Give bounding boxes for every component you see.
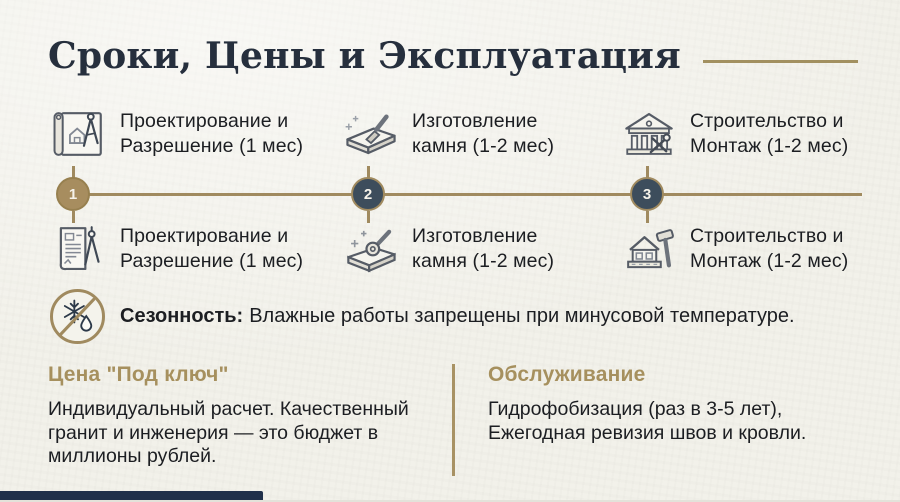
- step-number: 2: [363, 185, 373, 203]
- step-2-bottom-item: [342, 218, 554, 280]
- maintenance-section: [488, 363, 878, 445]
- step-number: 1: [68, 185, 78, 203]
- seasonality-text: Влажные работы запрещены при минусовой температуре.: [249, 305, 795, 327]
- step-label: [412, 224, 554, 274]
- stone-polishing-icon: [342, 220, 400, 278]
- step-label-line: Разрешение (1 мес): [120, 135, 304, 157]
- classical-building-tools-icon: [620, 105, 678, 163]
- no-frost-wet-works-icon: [50, 289, 105, 344]
- price-heading: Цена "Под ключ": [48, 363, 229, 386]
- step-1-top-item: [50, 103, 303, 165]
- page-title: Сроки, Цены и Эксплуатация: [48, 35, 681, 77]
- step-label-line: Монтаж (1-2 мес): [690, 135, 849, 157]
- step-number: 3: [642, 185, 652, 203]
- step-label-line: камня (1-2 мес): [412, 135, 555, 157]
- timeline-step-3-badge: [630, 177, 664, 211]
- bottom-bar: [0, 491, 263, 502]
- price-line: гранит и инженерия — это бюджет в: [48, 421, 379, 444]
- step-label-line: Разрешение (1 мес): [120, 250, 304, 272]
- stone-chisel-icon: [342, 105, 400, 163]
- step-label: [120, 224, 303, 274]
- price-line: Индивидуальный расчет. Качественный: [48, 398, 409, 420]
- step-label-line: Монтаж (1-2 мес): [690, 250, 849, 272]
- step-3-top-item: [620, 103, 848, 165]
- title-rule: [703, 60, 858, 63]
- step-3-bottom-item: [620, 218, 848, 280]
- timeline-step-1-badge: [56, 177, 90, 211]
- maintenance-body: [488, 398, 878, 445]
- step-2-top-item: [342, 103, 554, 165]
- seasonality-label: Сезонность:: [120, 305, 244, 327]
- house-hammer-icon: [620, 220, 678, 278]
- step-label-line: Изготовление: [412, 110, 538, 132]
- step-1-bottom-item: [50, 218, 303, 280]
- maintenance-line: Гидрофобизация (раз в 3-5 лет),: [488, 398, 783, 420]
- step-label-line: Строительство и: [690, 225, 844, 247]
- step-label-line: Проектирование и: [120, 225, 289, 247]
- document-compass-icon: [50, 220, 108, 278]
- step-label-line: камня (1-2 мес): [412, 250, 555, 272]
- step-label-line: Изготовление: [412, 225, 538, 247]
- price-body: [48, 398, 448, 469]
- step-label-line: Строительство и: [690, 110, 844, 132]
- step-label-line: Проектирование и: [120, 110, 289, 132]
- step-label: [412, 109, 554, 159]
- step-label: [120, 109, 303, 159]
- maintenance-line: Ежегодная ревизия швов и кровли.: [488, 421, 807, 444]
- step-label: [690, 109, 848, 159]
- column-divider: [452, 364, 455, 476]
- seasonality-note: [120, 305, 795, 328]
- timeline-line: [73, 193, 862, 196]
- price-line: миллионы рублей.: [48, 445, 217, 467]
- timeline-step-2-badge: [351, 177, 385, 211]
- price-section: [48, 363, 448, 469]
- maintenance-heading: Обслуживание: [488, 363, 646, 386]
- step-label: [690, 224, 848, 274]
- scroll-blueprint-compass-icon: [50, 105, 108, 163]
